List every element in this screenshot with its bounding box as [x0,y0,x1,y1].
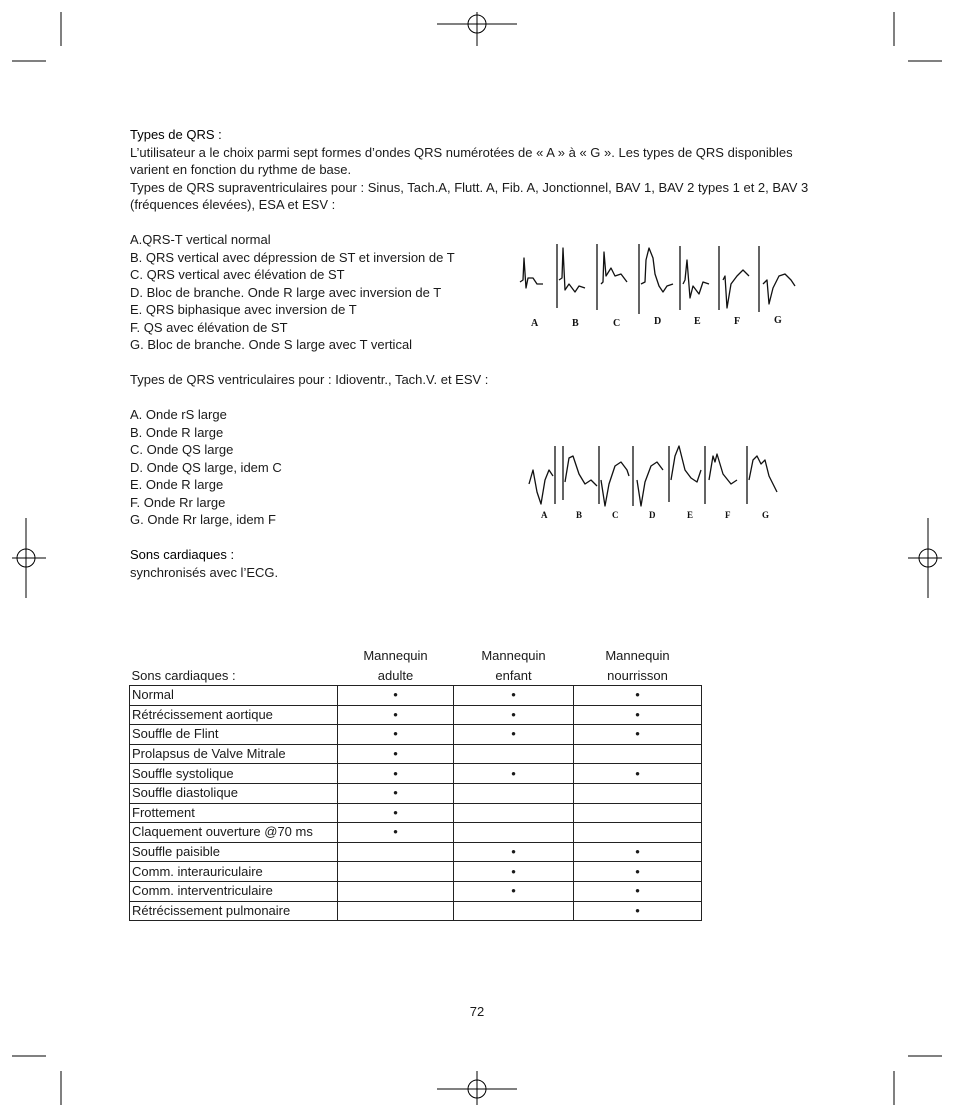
availability-cell-adulte: • [338,764,454,784]
qrs-ventri-intro: Types de QRS ventriculaires pour : Idioventr., Tach.V. et ESV : [130,372,489,387]
figure-label: C [613,318,621,329]
sound-name-cell: Frottement [130,803,338,823]
list-item: B. Onde R large [130,424,224,440]
availability-cell-enfant: • [454,881,574,901]
table-row [130,901,702,921]
table-header-child: Mannequin enfant [481,648,546,683]
table-row [130,725,702,745]
figure-label: C [612,510,619,520]
table-row [130,823,702,843]
availability-cell-enfant [454,803,574,823]
availability-cell-adulte: • [338,783,454,803]
availability-cell-enfant [454,744,574,764]
availability-cell-enfant [454,901,574,921]
list-item: E. QRS biphasique avec inversion de T [130,302,357,317]
table-row [130,881,702,901]
figure-label: E [687,510,694,520]
list-item: A. Onde rS large [130,407,227,422]
availability-cell-enfant: • [454,725,574,745]
supra-qrs-figure [515,240,805,332]
list-item: E. Onde R large [130,477,224,492]
sound-name-cell: Souffle paisible [130,842,338,862]
list-item: G. Bloc de branche. Onde S large avec T vertical [130,337,413,352]
figure-label: A [541,510,548,520]
figure-label: D [649,510,656,520]
availability-cell-adulte [338,862,454,882]
table-row [130,842,702,862]
table-row [130,764,702,784]
sound-name-cell: Comm. interauriculaire [130,862,338,882]
table-row [130,862,702,882]
sound-name-cell: Souffle de Flint [130,725,338,745]
availability-cell-nourrisson: • [574,842,702,862]
availability-cell-nourrisson: • [574,725,702,745]
table-row [130,686,702,706]
table-row [130,744,702,764]
table-header-sounds: Sons cardiaques : [131,667,236,683]
availability-cell-enfant: • [454,705,574,725]
qrs-intro: L’utilisateur a le choix parmi sept formes d’ondes QRS numérotées de « A » à « G ». Les types de QRS disponibles varient en fonction du rythme de base. [130,144,793,177]
figure-label: E [694,316,701,327]
list-item: B. QRS vertical avec dépression de ST et inversion de T [130,249,455,265]
table-body [130,686,702,921]
availability-cell-nourrisson: • [574,862,702,882]
qrs-section-title: Types de QRS : [130,127,222,142]
availability-cell-adulte: • [338,744,454,764]
list-item: C. Onde QS large [130,442,234,457]
list-item: F. QS avec élévation de ST [130,319,288,335]
sound-name-cell: Claquement ouverture @70 ms [130,823,338,843]
availability-cell-enfant: • [454,862,574,882]
availability-cell-adulte: • [338,803,454,823]
list-item: G. Onde Rr large, idem F [130,512,276,527]
availability-cell-adulte: • [338,725,454,745]
availability-cell-nourrisson: • [574,686,702,706]
availability-cell-nourrisson: • [574,901,702,921]
availability-cell-enfant: • [454,686,574,706]
availability-cell-nourrisson: • [574,881,702,901]
table-row [130,783,702,803]
sounds-text: synchronisés avec l’ECG. [130,564,279,580]
availability-cell-adulte [338,881,454,901]
availability-cell-nourrisson [574,803,702,823]
figure-label: D [654,316,662,327]
sound-name-cell: Rétrécissement aortique [130,705,338,725]
sound-name-cell: Prolapsus de Valve Mitrale [130,744,338,764]
list-item: A.QRS-T vertical normal [130,232,271,247]
heart-sounds-table [129,646,702,921]
availability-cell-adulte: • [338,823,454,843]
list-item: D. Bloc de branche. Onde R large avec inversion de T [130,284,442,300]
qrs-supra-intro: Types de QRS supraventriculaires pour : Sinus, Tach.A, Flutt. A, Fib. A, Jonctionnel, BAV 1, BAV 2 types 1 et 2, BAV 3 (fréquences élevées), ESA et ESV : [130,179,809,212]
table-header-adult: Mannequin adulte [363,648,428,683]
availability-cell-adulte: • [338,686,454,706]
list-item: F. Onde Rr large [130,494,226,510]
table-row [130,705,702,725]
availability-cell-nourrisson [574,783,702,803]
figure-label: B [576,510,583,520]
availability-cell-enfant [454,823,574,843]
availability-cell-nourrisson [574,823,702,843]
availability-cell-enfant: • [454,764,574,784]
availability-cell-nourrisson: • [574,705,702,725]
figure-label: G [774,315,782,326]
availability-cell-enfant: • [454,842,574,862]
availability-cell-nourrisson [574,744,702,764]
page-number: 72 [469,1004,485,1019]
figure-label: B [572,318,579,329]
list-item: C. QRS vertical avec élévation de ST [130,267,345,282]
sound-name-cell: Rétrécissement pulmonaire [130,901,338,921]
figure-label: F [725,510,731,520]
sound-name-cell: Normal [130,686,338,706]
figure-label: F [734,316,741,327]
sound-name-cell: Souffle systolique [130,764,338,784]
availability-cell-adulte [338,901,454,921]
availability-cell-nourrisson: • [574,764,702,784]
figure-label: A [531,318,539,329]
availability-cell-adulte [338,842,454,862]
sound-name-cell: Souffle diastolique [130,783,338,803]
list-item: D. Onde QS large, idem C [130,459,282,475]
sound-name-cell: Comm. interventriculaire [130,881,338,901]
table-row [130,803,702,823]
availability-cell-adulte: • [338,705,454,725]
sounds-section-title: Sons cardiaques : [130,547,235,562]
table-header-infant: Mannequin nourrisson [605,648,670,683]
availability-cell-enfant [454,783,574,803]
figure-label: G [762,510,770,520]
ventri-qrs-figure [525,440,785,524]
